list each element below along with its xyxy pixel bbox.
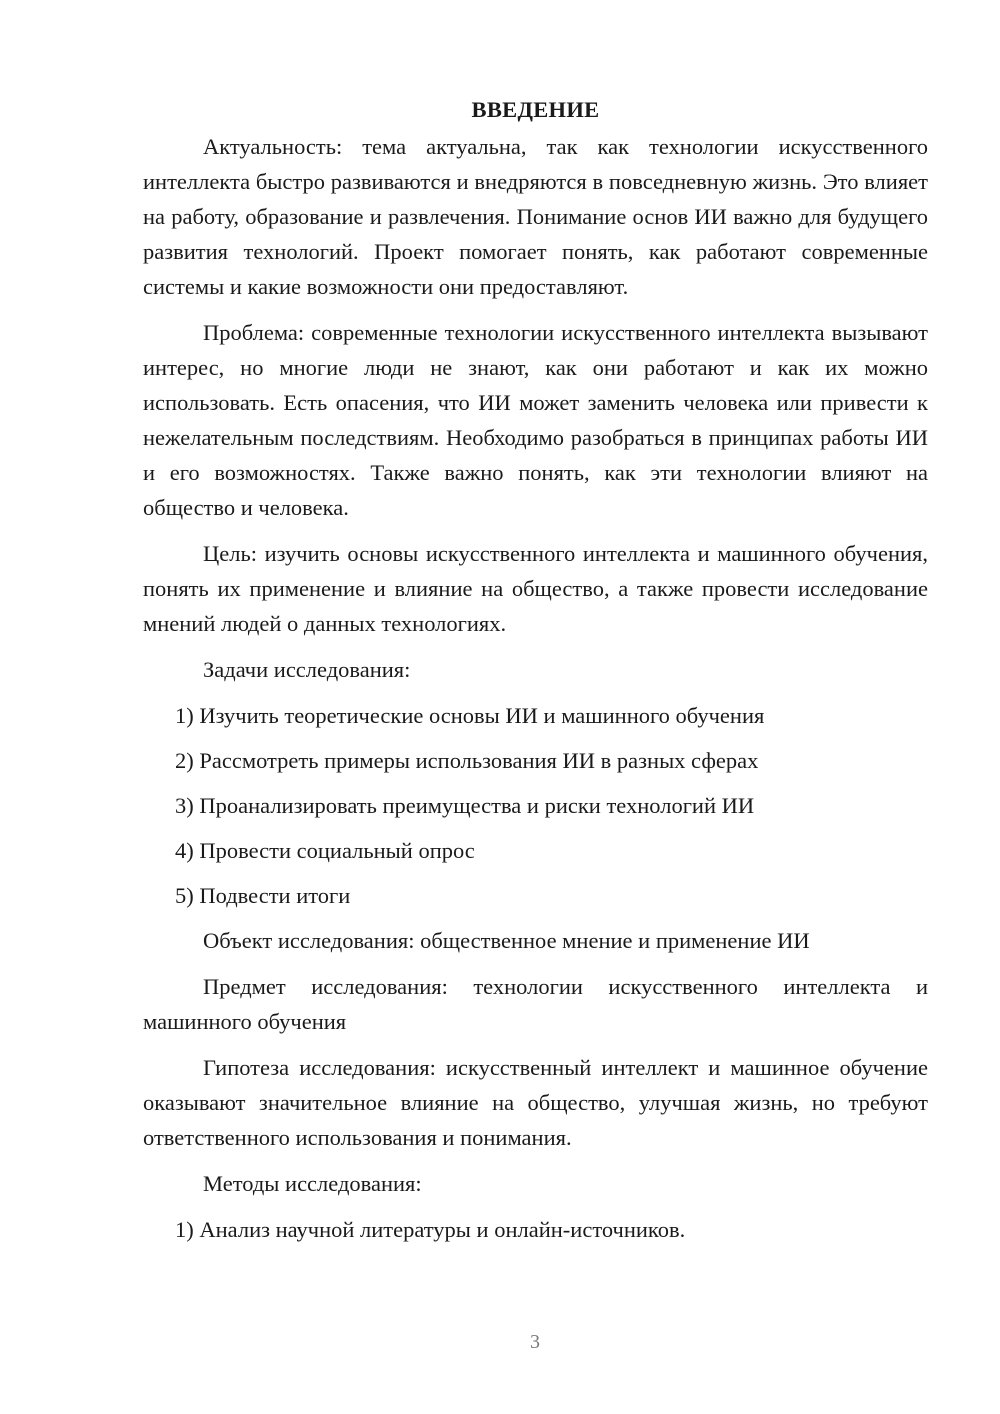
goal-paragraph: Цель: изучить основы искусственного интеллекта и машинного обучения, понять их применение и влияние на общество, а также провести исследование мнений людей о данных технологиях. xyxy=(143,541,928,636)
hypothesis-paragraph: Гипотеза исследования: искусственный интеллект и машинное обучение оказывают значительное влияние на общество, улучшая жизнь, но требуют ответственного использования и понимания. xyxy=(143,1055,928,1150)
task-item: 3) Проанализировать преимущества и риски технологий ИИ xyxy=(175,793,755,818)
problem-paragraph: Проблема: современные технологии искусственного интеллекта вызывают интерес, но многие люди не знают, как они работают и как их можно использовать. Есть опасения, что ИИ может заменить человека или привести к нежелательным последствиям. Необходимо разобраться в принципах работы ИИ и его возможностях. Также важно понять, как эти технологии влияют на общество и человека. xyxy=(143,320,928,520)
task-item: 2) Рассмотреть примеры использования ИИ в разных сферах xyxy=(175,748,759,773)
subject-paragraph: Предмет исследования: технологии искусственного интеллекта и машинного обучения xyxy=(143,974,928,1034)
section-heading: ВВЕДЕНИЕ xyxy=(471,97,600,122)
task-item: 5) Подвести итоги xyxy=(175,883,351,908)
page-number: 3 xyxy=(530,1331,540,1353)
method-item: 1) Анализ научной литературы и онлайн-источников. xyxy=(175,1217,686,1242)
page-content xyxy=(143,92,928,1257)
object-paragraph: Объект исследования: общественное мнение и применение ИИ xyxy=(203,928,810,953)
relevance-paragraph: Актуальность: тема актуальна, так как технологии искусственного интеллекта быстро развиваются и внедряются в повседневную жизнь. Это влияет на работу, образование и развлечения. Понимание основ ИИ важно для будущего развития технологий. Проект помогает понять, как работают современные системы и какие возможности они предоставляют. xyxy=(143,134,928,299)
methods-heading: Методы исследования: xyxy=(203,1171,422,1196)
tasks-heading: Задачи исследования: xyxy=(203,657,411,682)
task-item: 1) Изучить теоретические основы ИИ и машинного обучения xyxy=(175,703,765,728)
task-item: 4) Провести социальный опрос xyxy=(175,838,475,863)
